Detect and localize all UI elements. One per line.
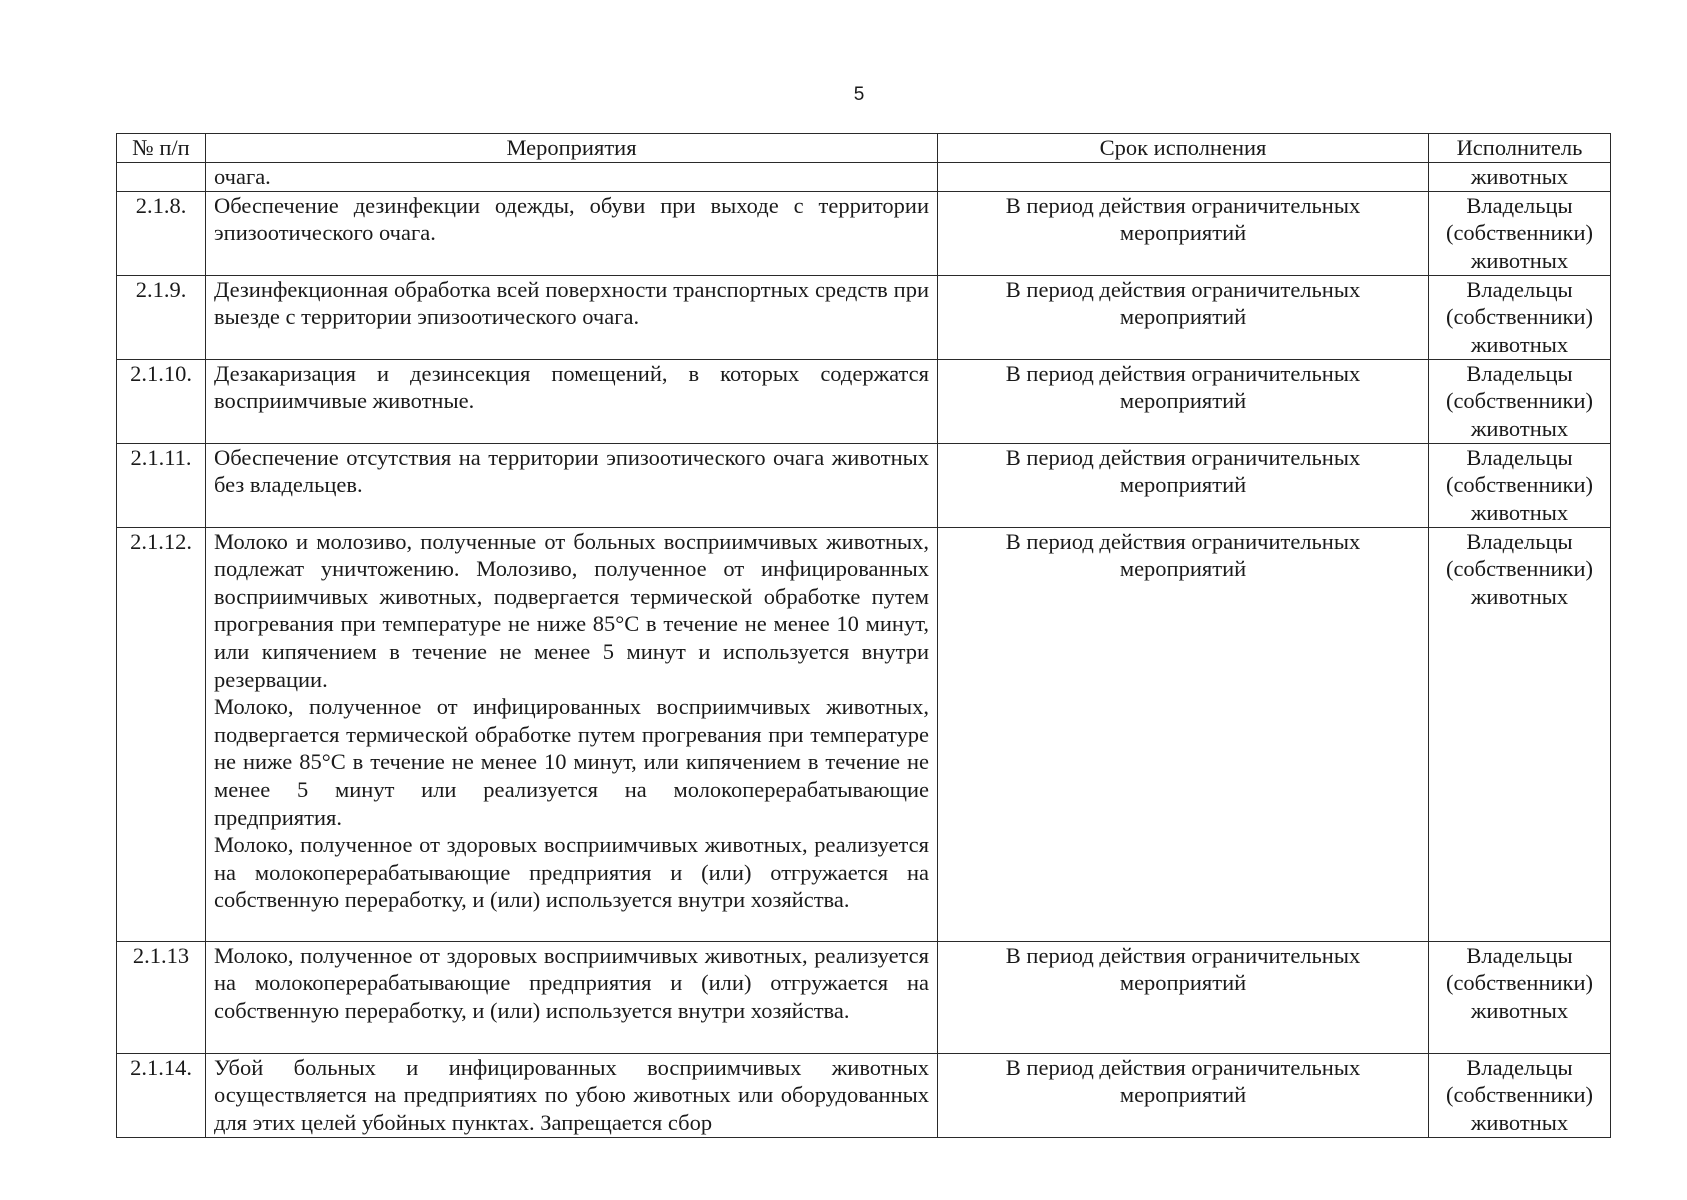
term-line: В период действия ограничительных [1005, 942, 1361, 968]
row-num: 2.1.8. [117, 191, 206, 275]
row-term [938, 527, 1429, 941]
row-activity: Молоко, полученное от здоровых восприимчивых животных, реализуется на молокоперерабатывающие предприятия и (или) отгружается на собственную переработку, и (или) используется внутри хозяйства. [206, 941, 938, 1053]
header-num: № п/п [117, 134, 206, 163]
row-executor: Владельцы (собственники) животных [1429, 443, 1611, 527]
term-line: мероприятий [1119, 388, 1247, 414]
row-num: 2.1.9. [117, 275, 206, 359]
term-line: мероприятий [1119, 472, 1247, 498]
row-activity: Дезинфекционная обработка всей поверхности транспортных средств при выезде с территории эпизоотического очага. [206, 275, 938, 359]
row-num [117, 163, 206, 192]
measures-table [116, 133, 1611, 1138]
term-line: В период действия ограничительных [1005, 276, 1361, 302]
table-row [117, 941, 1611, 1053]
row-term [938, 443, 1429, 527]
term-line: В период действия ограничительных [1005, 444, 1361, 470]
row-num: 2.1.11. [117, 443, 206, 527]
term-line: мероприятий [1119, 970, 1247, 996]
table-row [117, 1053, 1611, 1137]
row-term [938, 941, 1429, 1053]
term-line: мероприятий [1119, 220, 1247, 246]
row-num: 2.1.14. [117, 1053, 206, 1137]
row-activity: Молоко и молозиво, полученные от больных восприимчивых животных, подлежат уничтожению. Молозиво, полученное от инфицированных восприимчивых животных, подвергается термической обработке путем прогревания при температуре не ниже 85°С в течение не менее 10 минут, или кипячением в течение не менее 5 минут и используется внутри резервации. Молоко, полученное от инфицированных восприимчивых животных, подвергается термической обработке путем прогревания при температуре не ниже 85°С в течение не менее 10 минут, или кипячением в течение не менее 5 минут или реализуется на молокоперерабатывающие предприятия. Молоко, полученное от здоровых восприимчивых животных, реализуется на молокоперерабатывающие предприятия и (или) отгружается на собственную переработку, и (или) используется внутри хозяйства. [206, 527, 938, 941]
row-activity: Дезакаризация и дезинсекция помещений, в которых содержатся восприимчивые животные. [206, 359, 938, 443]
row-term [938, 1053, 1429, 1137]
table-row [117, 527, 1611, 941]
header-term: Срок исполнения [938, 134, 1429, 163]
row-activity: Обеспечение отсутствия на территории эпизоотического очага животных без владельцев. [206, 443, 938, 527]
table-header-row [117, 134, 1611, 163]
row-activity: Обеспечение дезинфекции одежды, обуви при выходе с территории эпизоотического очага. [206, 191, 938, 275]
continuation-row [117, 163, 1611, 192]
term-line: В период действия ограничительных [1005, 192, 1361, 218]
term-line: мероприятий [1119, 1082, 1247, 1108]
row-executor: Владельцы (собственники) животных [1429, 941, 1611, 1053]
row-num: 2.1.12. [117, 527, 206, 941]
table-row [117, 443, 1611, 527]
term-line: мероприятий [1119, 304, 1247, 330]
row-executor: Владельцы (собственники) животных [1429, 275, 1611, 359]
row-executor: Владельцы (собственники) животных [1429, 359, 1611, 443]
header-executor: Исполнитель [1429, 134, 1611, 163]
page-number: 5 [853, 84, 865, 105]
row-executor: Владельцы (собственники) животных [1429, 1053, 1611, 1137]
row-term [938, 275, 1429, 359]
term-line: В период действия ограничительных [1005, 1054, 1361, 1080]
row-num: 2.1.10. [117, 359, 206, 443]
row-num: 2.1.13 [117, 941, 206, 1053]
term-line: В период действия ограничительных [1005, 360, 1361, 386]
row-activity: очага. [206, 163, 938, 192]
header-activity: Мероприятия [206, 134, 938, 163]
row-term [938, 191, 1429, 275]
row-activity: Убой больных и инфицированных восприимчивых животных осуществляется на предприятиях по убою животных или оборудованных для этих целей убойных пунктах. Запрещается сбор [206, 1053, 938, 1137]
table-row [117, 191, 1611, 275]
table-row [117, 275, 1611, 359]
row-executor: Владельцы (собственники) животных [1429, 191, 1611, 275]
term-line: В период действия ограничительных [1005, 528, 1361, 554]
row-term [938, 359, 1429, 443]
row-term [938, 163, 1429, 192]
term-line: мероприятий [1119, 556, 1247, 582]
row-executor: животных [1429, 163, 1611, 192]
table-row [117, 359, 1611, 443]
row-executor: Владельцы (собственники) животных [1429, 527, 1611, 941]
